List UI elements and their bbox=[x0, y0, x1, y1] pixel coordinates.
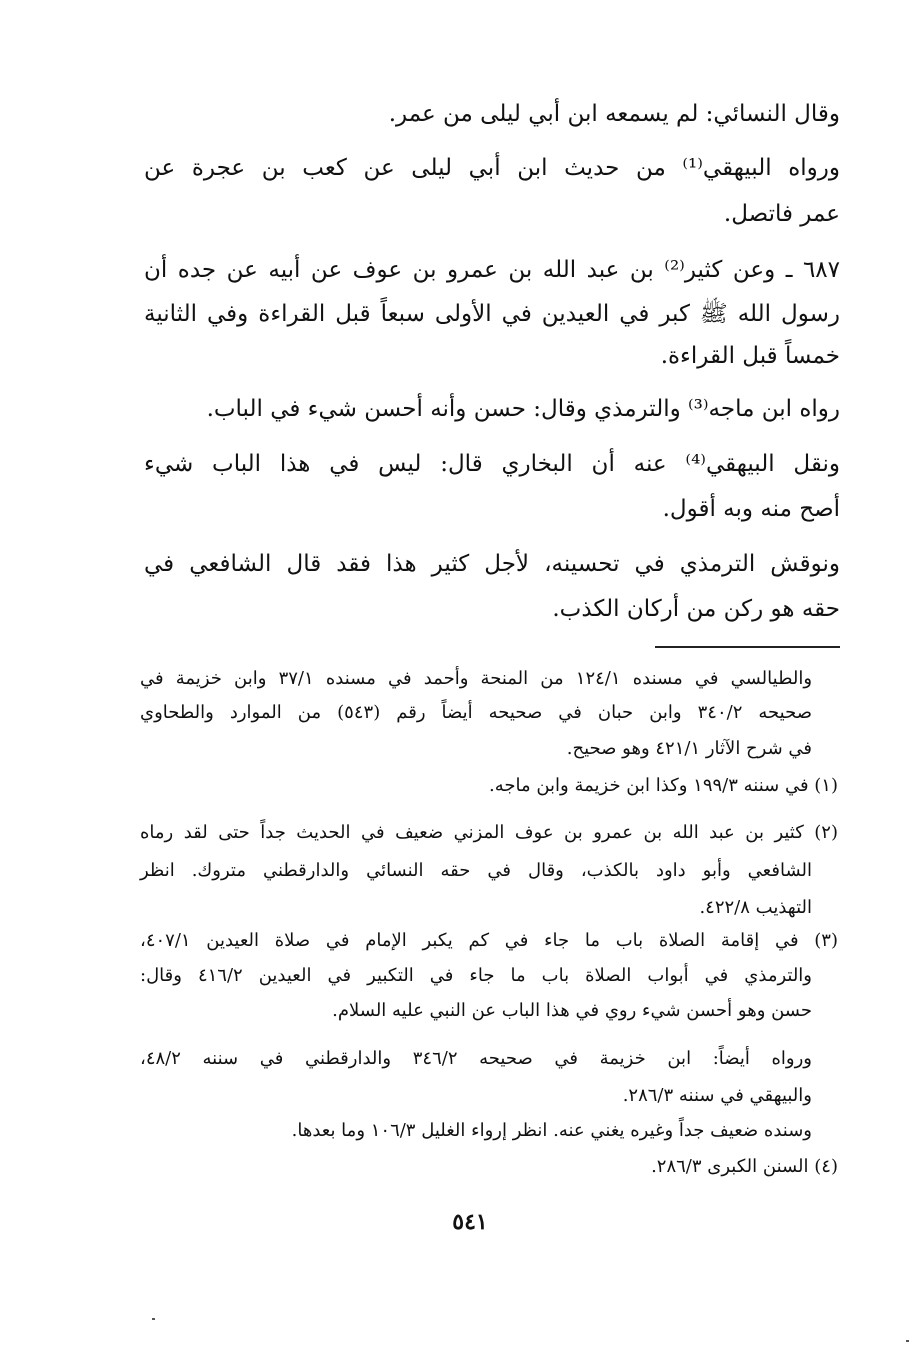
body-line: ٦٨٧ ـ وعن كثير⁽²⁾ بن عبد الله بن عمرو بن عوف عن أبيه عن جده أن bbox=[144, 257, 840, 283]
page-number: ٥٤١ bbox=[452, 1209, 488, 1235]
footnote-separator bbox=[655, 646, 840, 648]
footnote-line: (٢) كثير بن عبد الله بن عمرو بن عوف المزني ضعيف في الحديث جداً حتى لقد رماه bbox=[140, 822, 838, 843]
footnote-line: صحيحه ٣٤٠/٢ وابن حبان في صحيحه أيضاً رقم (٥٤٣) من الموارد والطحاوي bbox=[140, 702, 813, 723]
footnote-line: وسنده ضعيف جداً وغيره يغني عنه. انظر إرواء الغليل ١٠٦/٣ وما بعدها. bbox=[291, 1120, 812, 1141]
body-line: ورواه البيهقي⁽¹⁾ من حديث ابن أبي ليلى عن كعب بن عجرة عن bbox=[144, 155, 840, 181]
footnote-line: والبيهقي في سننه ٢٨٦/٣. bbox=[622, 1085, 812, 1106]
body-line: وقال النسائي: لم يسمعه ابن أبي ليلى من عمر. bbox=[388, 101, 840, 127]
body-line: ونوقش الترمذي في تحسينه، لأجل كثير هذا فقد قال الشافعي في bbox=[144, 551, 840, 577]
scan-speck bbox=[906, 1340, 909, 1342]
footnote-line: (٣) في إقامة الصلاة باب ما جاء في كم يكبر الإمام في صلاة العيدين ٤٠٧/١، bbox=[140, 930, 838, 951]
scan-speck bbox=[152, 1318, 155, 1320]
body-line: عمر فاتصل. bbox=[723, 201, 840, 227]
footnote-line: في شرح الآثار ٤٢١/١ وهو صحيح. bbox=[566, 738, 812, 759]
body-line: رواه ابن ماجه⁽³⁾ والترمذي وقال: حسن وأنه أحسن شيء في الباب. bbox=[206, 396, 840, 422]
footnote-line: حسن وهو أحسن شيء روي في هذا الباب عن النبي عليه السلام. bbox=[332, 1000, 812, 1021]
body-line: أصح منه وبه أقول. bbox=[662, 496, 840, 522]
footnote-line: والترمذي في أبواب الصلاة باب ما جاء في التكبير في العيدين ٤١٦/٢ وقال: bbox=[140, 965, 812, 986]
body-line: حقه هو ركن من أركان الكذب. bbox=[552, 596, 840, 622]
footnote-line: الشافعي وأبو داود بالكذب، وقال في حقه النسائي والدارقطني متروك. انظر bbox=[140, 860, 812, 881]
body-line: خمساً قبل القراءة. bbox=[660, 343, 840, 369]
body-line: رسول الله ﷺ كبر في العيدين في الأولى سبعاً قبل القراءة وفي الثانية bbox=[144, 301, 840, 327]
footnote-line: والطيالسي في مسنده ١٢٤/١ من المنحة وأحمد في مسنده ٣٧/١ وابن خزيمة في bbox=[140, 668, 813, 689]
footnote-line: التهذيب ٤٢٢/٨. bbox=[699, 897, 812, 918]
footnote-line: (٤) السنن الكبرى ٢٨٦/٣. bbox=[651, 1156, 838, 1177]
body-line: ونقل البيهقي⁽⁴⁾ عنه أن البخاري قال: ليس في هذا الباب شيء bbox=[144, 451, 840, 477]
footnote-line: ورواه أيضاً: ابن خزيمة في صحيحه ٣٤٦/٢ والدارقطني في سننه ٤٨/٢، bbox=[140, 1048, 813, 1069]
footnote-line: (١) في سننه ١٩٩/٣ وكذا ابن خزيمة وابن ماجه. bbox=[488, 775, 838, 796]
